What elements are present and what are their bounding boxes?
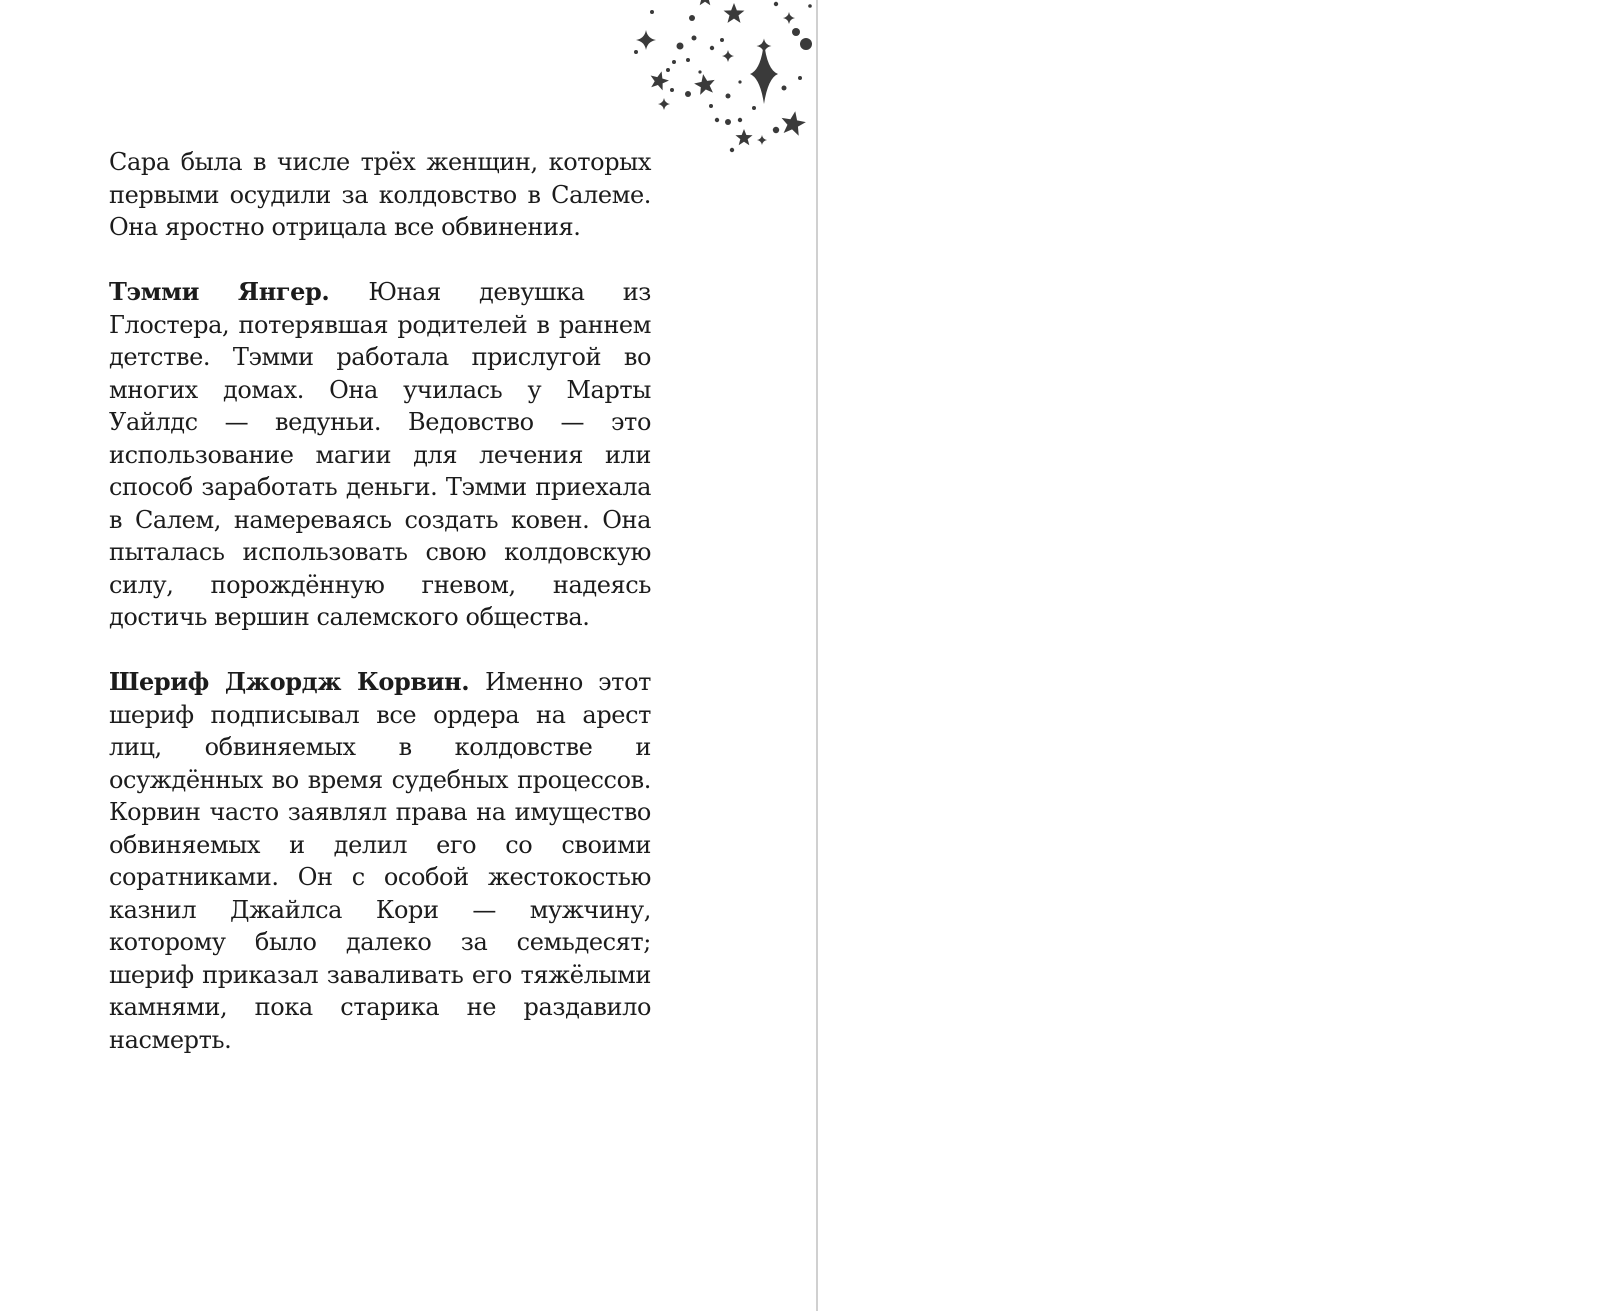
paragraph-sheriff-corwin <box>109 666 651 1056</box>
right-page <box>818 0 1624 1311</box>
paragraph-text: Именно этот шериф подписывал все ордера на арест лиц, обвиняемых в колдовстве и осуждённых во время судебных процессов. Корвин часто заявлял права на имущество обвиняемых и делил его со своими соратниками. Он с особой жестокостью казнил Джайлса Кори — мужчину, которому было далеко за семьдесят; шериф приказал заваливать его тяжёлыми камнями, пока старика не раздавило насмерть. <box>109 668 651 1054</box>
paragraph-heading: Шериф Джордж Корвин. <box>109 667 486 696</box>
paragraph-text: Сара была в числе трёх женщин, которых первыми осудили за колдовство в Салеме. Она яростно отрицала все обвинения. <box>109 148 651 241</box>
paragraph-sara <box>109 146 651 244</box>
paragraph-heading: Тэмми Янгер. <box>109 277 369 306</box>
stars-cluster-icon <box>612 0 816 160</box>
body-text <box>109 146 651 1089</box>
paragraph-tammy-younger <box>109 276 651 634</box>
paragraph-text: Юная девушка из Глостера, потерявшая родителей в раннем детстве. Тэмми работала прислугой во многих домах. Она училась у Марты Уайлдс — ведуньи. Ведовство — это использование магии для лечения или способ заработать деньги. Тэмми приехала в Салем, намереваясь создать ковен. Она пыталась использовать свою колдовскую силу, порождённую гневом, надеясь достичь вершин салемского общества. <box>109 278 651 631</box>
